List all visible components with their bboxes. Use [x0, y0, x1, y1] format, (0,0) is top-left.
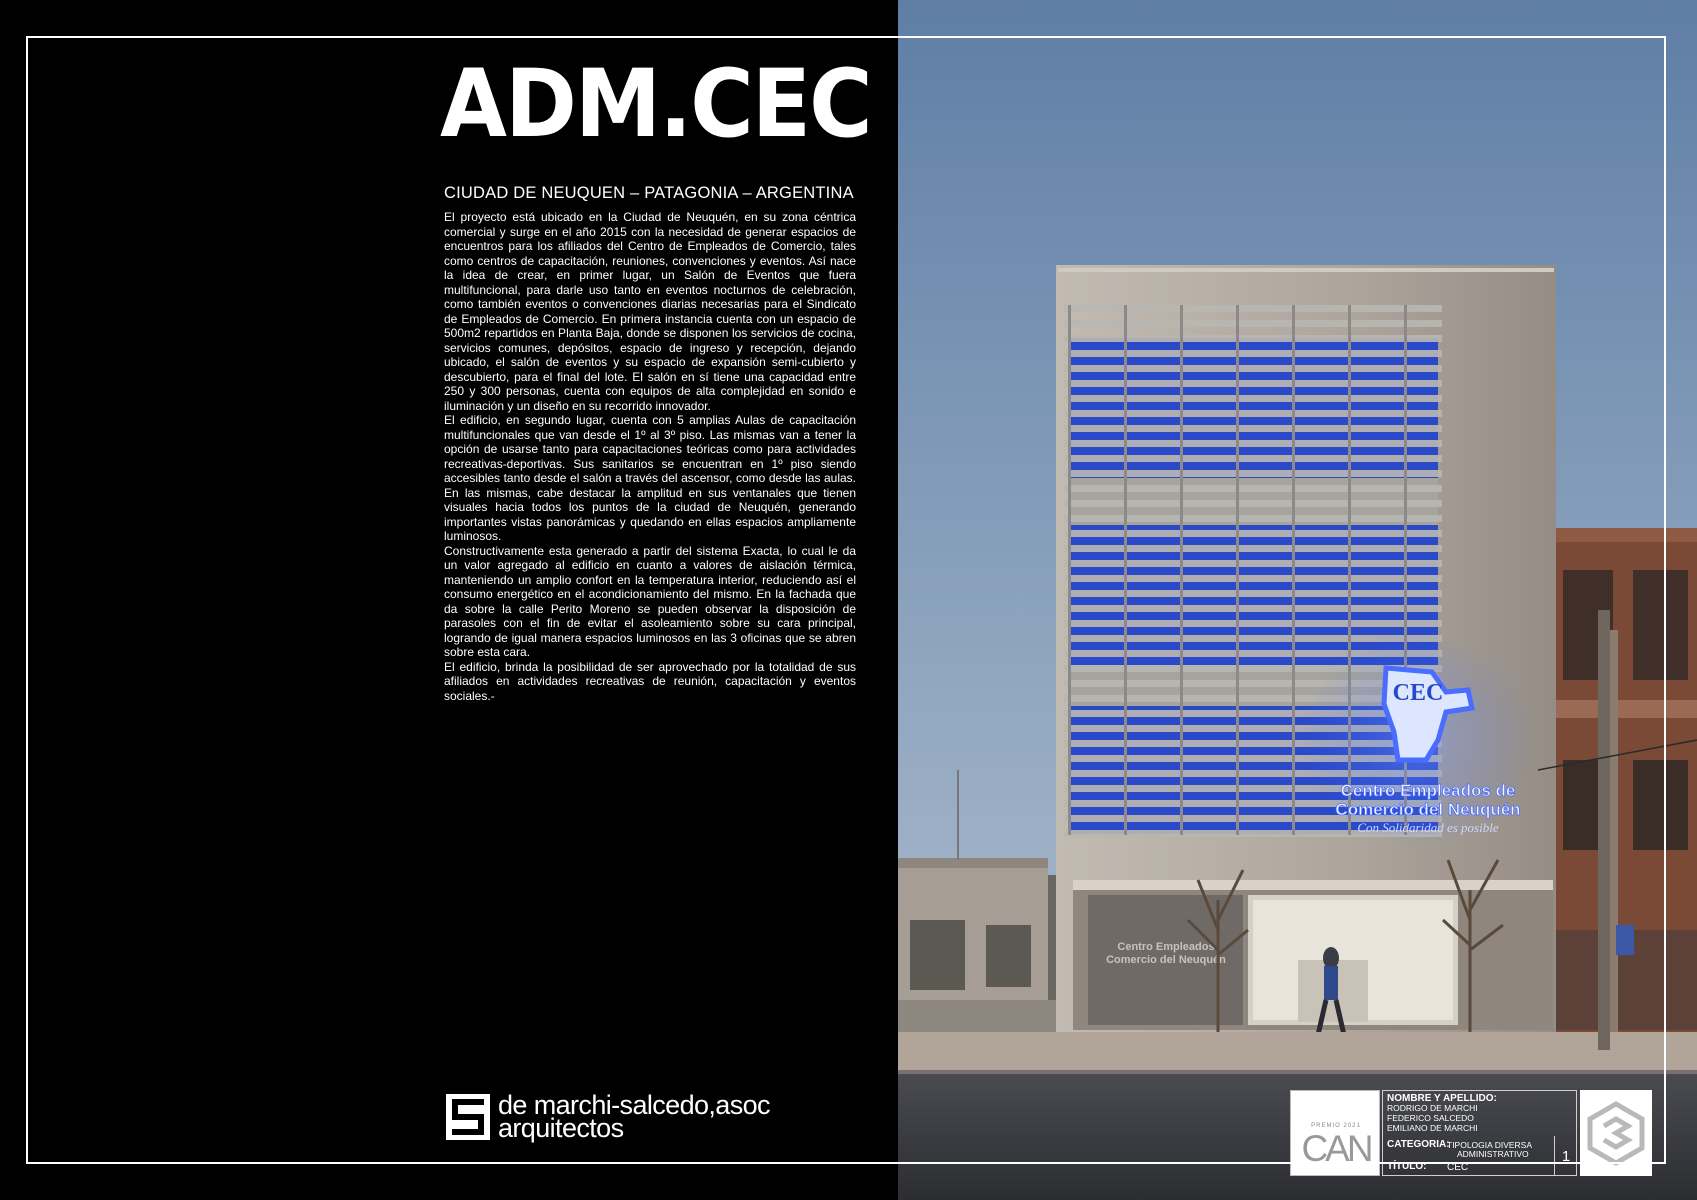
louver-slat — [1064, 305, 1442, 312]
project-title: ADM.CEC — [440, 50, 871, 159]
window-mullion — [1292, 305, 1295, 835]
louver-slat — [1064, 545, 1442, 552]
building-photo — [898, 0, 1697, 1200]
project-description — [444, 210, 856, 703]
louver-slat — [1064, 590, 1442, 597]
cec-neon-sign — [1298, 630, 1538, 850]
author-name: EMILIANO DE MARCHI — [1387, 1123, 1478, 1133]
description-paragraph: El proyecto está ubicado en la Ciudad de Neuquén, en su zona céntrica comercial y surge en el año 2015 con la necesidad de generar espacios de encuentros para los afiliados del Centro de Empleados de Comercio, tales como centros de capacitación, reuniones, convenciones y eventos. Así nace la idea de crear, en primer lugar, un Salón de Eventos que fuera multifuncional, para darle uso tanto en eventos nocturnos de celebración, como también eventos o convenciones diarias necesarias para el Sindicato de Empleados de Comercio. En primera instancia cuenta con un espacio de 500m2 repartidos en Planta Baja, donde se disponen los servicios de cocina, servicios comunes, depósitos, espacio de ingreso y recepción, dejando ubicado, el salón de eventos y su espacio de expansión semi-cubierto y descubierto, para el final del lote. El salón en sí tiene una capacidad entre 250 y 300 personas, cuenta con equipos de alta complejidad en sonido e iluminación y un diseño en su recorrido innovador. — [444, 210, 856, 413]
brand-logo — [1580, 1090, 1652, 1176]
louver-slat — [1064, 335, 1442, 342]
name-label: NOMBRE Y APELLIDO: — [1387, 1093, 1497, 1104]
louver-slat — [1064, 470, 1442, 477]
louver-slat — [1064, 380, 1442, 387]
louver-slat — [1064, 620, 1442, 627]
description-paragraph: Constructivamente esta generado a partir del sistema Exacta, lo cual le da un valor agregado al edificio en cuanto a valores de aislación térmica, manteniendo un amplio confort en la temperatura interior, reduciendo así el consumo energético en el acondicionamiento del mismo. En la fachada que da sobre la calle Perito Moreno se pueden observar la disposición de parasoles con el fin de evitar el asoleamiento sobre su cara principal, logrando de igual manera espacios luminosos en las 3 oficinas que se abren sobre esta cara. — [444, 543, 856, 659]
window-mullion — [1068, 305, 1071, 835]
door-text-1: Centro Empleados — [1117, 941, 1215, 953]
louver-slat — [1064, 485, 1442, 492]
sign-line-1: Centro Empleados de — [1340, 781, 1516, 800]
description-paragraph: El edificio, brinda la posibilidad de ser aprovechado por la totalidad de sus afiliados en actividades recreativas de reunión, capacitación y eventos sociales.- — [444, 659, 856, 703]
sign-line-2: Comercio del Neuquén — [1335, 800, 1521, 819]
firm-logo — [446, 1090, 770, 1143]
page-number: 1 — [1561, 1148, 1571, 1165]
project-info-box — [1382, 1090, 1577, 1176]
louver-slat — [1064, 530, 1442, 537]
louver-slat — [1064, 440, 1442, 447]
award-name: CAN — [1301, 1128, 1371, 1169]
title-block — [1290, 1090, 1652, 1178]
project-location: CIUDAD DE NEUQUEN – PATAGONIA – ARGENTINA — [444, 184, 854, 202]
author-name: RODRIGO DE MARCHI — [1387, 1103, 1478, 1113]
louver-slat — [1064, 410, 1442, 417]
window-mullion — [1236, 305, 1239, 835]
door-text-2: Comercio del Neuquén — [1106, 954, 1226, 966]
louver-slat — [1064, 350, 1442, 357]
window-mullion — [1124, 305, 1127, 835]
louver-slat — [1064, 605, 1442, 612]
louver-slat — [1064, 320, 1442, 327]
window-mullion — [1180, 305, 1183, 835]
firm-name: de marchi-salcedo,asoc — [498, 1090, 770, 1120]
louver-slat — [1064, 425, 1442, 432]
description-paragraph: El edificio, en segundo lugar, cuenta con 5 amplias Aulas de capacitación multifuncionales que van desde el 1º al 3º piso. Las mismas van a tener la opción de usarse tanto para capacitaciones teóricas como para actividades recreativas-deportivas. Sus sanitarios se encuentran en 1º piso siendo accesibles tanto desde el salón a través del ascensor, como desde las aulas. En las mismas, cabe destacar la amplitud en sus ventanales que tienen visuales hacia todos los puntos de la ciudad de Neuquén, generando importantes vistas panorámicas y quedando en ellas espacios ampliamente luminosos. — [444, 413, 856, 543]
title-value: CEC — [1447, 1162, 1469, 1173]
louver-slat — [1064, 575, 1442, 582]
louver-slat — [1064, 500, 1442, 507]
sign-slogan: Con Solidaridad es posible — [1357, 820, 1499, 835]
firm-logo-mark — [446, 1094, 490, 1140]
author-name: FEDERICO SALCEDO — [1387, 1113, 1474, 1123]
category-label: CATEGORIA: — [1387, 1139, 1450, 1150]
louver-slat — [1064, 395, 1442, 402]
award-year: PREMIO 2021 — [1311, 1123, 1361, 1129]
louver-slat — [1064, 365, 1442, 372]
firm-subtitle: arquitectos — [498, 1113, 624, 1143]
louver-slat — [1064, 515, 1442, 522]
louver-slat — [1064, 560, 1442, 567]
category-value: TIPOLOGIA DIVERSA — [1447, 1140, 1533, 1150]
title-label: TÍTULO: — [1387, 1161, 1427, 1172]
can-award-logo — [1290, 1090, 1380, 1176]
sign-logo-letters: CEC — [1392, 680, 1444, 706]
louver-slat — [1064, 455, 1442, 462]
category-value: ADMINISTRATIVO — [1457, 1149, 1529, 1159]
